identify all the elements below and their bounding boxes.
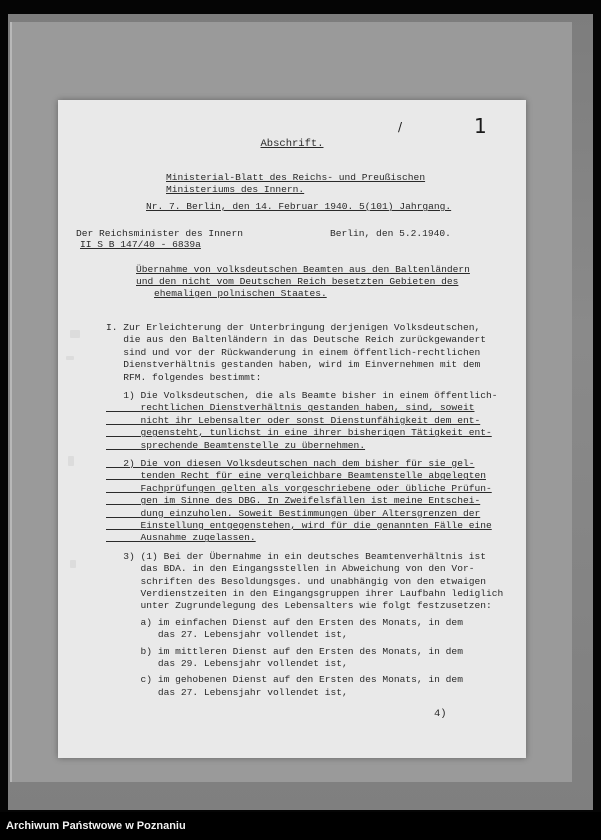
body-line: c) im gehobenen Dienst auf den Ersten des Monats, in dem xyxy=(106,674,463,686)
document-page xyxy=(58,100,526,758)
archive-caption: Archiwum Państwowe w Poznaniu xyxy=(6,820,186,832)
body-line: die aus den Baltenländern in das Deutsche Reich zurückgewandert xyxy=(106,334,486,346)
body-line: I. Zur Erleichterung der Unterbringung derjenigen Volksdeutschen, xyxy=(106,322,481,333)
source-line-3: Nr. 7. Berlin, den 14. Februar 1940. 5(101) Jahrgang. xyxy=(146,201,452,212)
body-line: das BDA. in den Eingangsstellen in Abweichung von den Vor- xyxy=(106,563,475,575)
body-line: unter Zugrundelegung des Lebensalters wie folgt festzusetzen: xyxy=(106,600,492,612)
body-line: b) im mittleren Dienst auf den Ersten des Monats, in dem xyxy=(106,645,463,657)
subject-line-1: Übernahme von volksdeutschen Beamten aus den Baltenländern xyxy=(136,264,470,275)
body-line: das 29. Lebensjahr vollendet ist, xyxy=(106,658,348,669)
body-line: sprechende Beamtenstelle zu übernehmen. xyxy=(106,439,366,451)
sender: Der Reichsminister des Innern xyxy=(76,228,243,239)
body-line: tenden Recht für eine vergleichbare Beamtenstelle abgelegten xyxy=(106,470,486,482)
body-line: Dienstverhältnis gestanden haben, wird im Einvernehmen mit dem xyxy=(106,359,481,371)
archive-footer xyxy=(0,812,601,840)
body-line: rechtlichen Dienstverhältnis gestanden haben, sind, soweit xyxy=(106,402,475,414)
pencil-mark: / xyxy=(398,120,403,134)
body-line: Einstellung entgegenstehen, wird für die genannten Fälle eine xyxy=(106,520,492,531)
body-line: 1) Die Volksdeutschen, die als Beamte bisher in einem öffentlich- xyxy=(106,390,498,401)
body-line: das 27. Lebensjahr vollendet ist, xyxy=(106,686,348,698)
paper-tear xyxy=(68,456,74,466)
body-line: 2) Die von diesen Volksdeutschen nach dem bisher für sie gel- xyxy=(106,458,475,469)
source-line-1: Ministerial-Blatt des Reichs- und Preußischen xyxy=(166,172,426,183)
body-line: nicht ihr Lebensalter oder sonst Dienstunfähigkeit dem ent- xyxy=(106,414,481,426)
document-title: Abschrift. xyxy=(260,138,324,150)
paper-tear xyxy=(70,560,76,568)
page-number: 1 xyxy=(474,114,487,138)
body-line: RFM. folgendes bestimmt: xyxy=(106,371,262,383)
body-line: schriften des Besoldungsges. und unabhängig von den etwaigen xyxy=(106,575,486,587)
source-line-2: Ministeriums des Innern. xyxy=(166,184,305,195)
body-line: Fachprüfungen gelten als vorgeschriebene oder übliche Prüfun- xyxy=(106,482,492,494)
body-line: gegensteht, tunlichst in eine ihrer bisherigen Tätigkeit ent- xyxy=(106,427,492,439)
body-line: gen im Sinne des DBG. In Zweifelsfällen ist meine Entschei- xyxy=(106,495,481,507)
body-line: 3) (1) Bei der Übernahme in ein deutsches Beamtenverhältnis ist xyxy=(106,550,486,562)
body-line: a) im einfachen Dienst auf den Ersten des Monats, in dem xyxy=(106,616,463,628)
paper-tear xyxy=(70,330,80,338)
body-line: Ausnahme zugelassen. xyxy=(106,532,256,544)
body-line: das 27. Lebensjahr vollendet ist, xyxy=(106,629,348,641)
body-line: Verdienstzeiten in den Eingangsgruppen ihrer Laufbahn lediglich xyxy=(106,588,504,599)
paper-tear xyxy=(66,356,74,360)
place-date: Berlin, den 5.2.1940. xyxy=(330,228,451,239)
body-line: dung einzuholen. Soweit Bestimmungen über Altersgrenzen der xyxy=(106,507,481,519)
body-line: sind und vor der Rückwanderung in einem öffentlich-rechtlichen xyxy=(106,346,481,358)
subject-line-3: ehemaligen polnischen Staates. xyxy=(154,288,327,299)
document-text xyxy=(58,100,526,758)
continuation-mark: 4) xyxy=(434,708,447,720)
subject-line-2: und den nicht vom Deutschen Reich besetzten Gebieten des xyxy=(136,276,459,287)
reference-number: II S B 147/40 - 6839a xyxy=(80,239,201,250)
